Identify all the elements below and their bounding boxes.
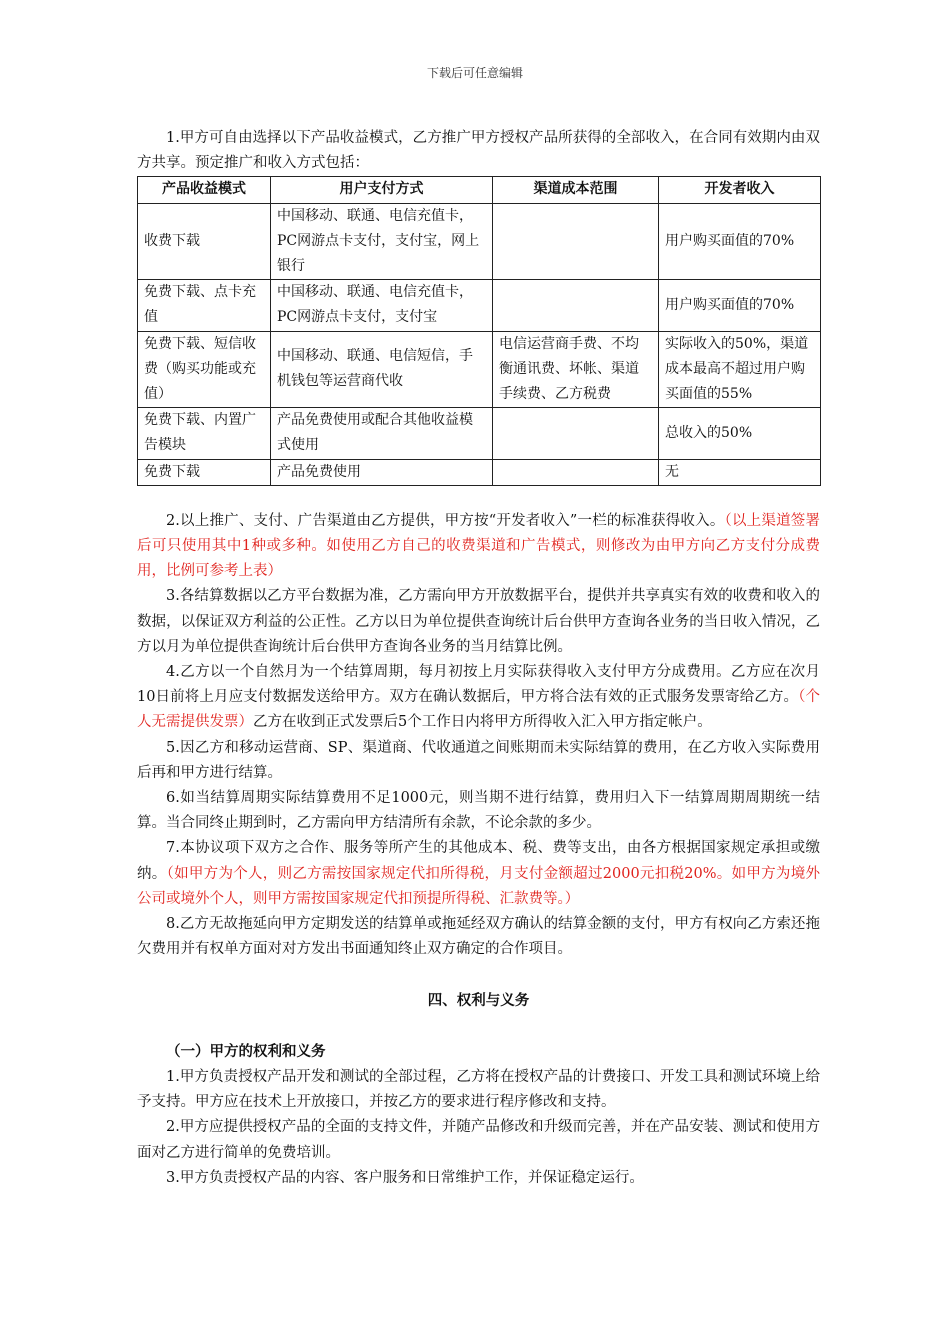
revenue-model-table [137,176,821,485]
table-cell: 用户购买面值的70% [659,280,821,331]
table-cell: 电信运营商手费、不均衡通讯费、坏帐、渠道手续费、乙方税费 [493,331,659,408]
table-cell [493,459,659,485]
table-cell [493,280,659,331]
paragraph-8: 8.乙方无故拖延向甲方定期发送的结算单或拖延经双方确认的结算金额的支付，甲方有权向乙方索还拖欠费用并有权单方面对对方发出书面通知终止双方确定的合作项目。 [137,916,820,958]
table-row [138,331,821,408]
paragraph-4-note: （个人无需提供发票） [137,689,820,731]
table-cell: 中国移动、联通、电信充值卡，PC网游点卡支付，支付宝 [271,280,493,331]
table-row [138,408,821,459]
table-row [138,459,821,485]
intro-paragraph: 1.甲方可自由选择以下产品收益模式，乙方推广甲方授权产品所获得的全部收入，在合同有效期内由双方共享。预定推广和收入方式包括： [137,130,820,172]
table-cell: 总收入的50% [659,408,821,459]
paragraph-2-note: （以上渠道签署后可只使用其中1种或多种。如使用乙方自己的收费渠道和广告模式，则修改为由甲方向乙方支付分成费用，比例可参考上表） [137,512,820,580]
table-cell: 中国移动、联通、电信短信，手机钱包等运营商代收 [271,331,493,408]
section-4-title: 四、权利与义务 [427,992,530,1009]
table-cell: 免费下载 [138,459,271,485]
table-cell [493,408,659,459]
table-cell: 免费下载、短信收费（购买功能或充值） [138,331,271,408]
table-cell: 免费下载、内置广告模块 [138,408,271,459]
paragraph-7 [137,836,820,912]
table-cell: 用户购买面值的70% [659,203,821,280]
table-cell: 产品免费使用 [271,459,493,485]
table-cell: 无 [659,459,821,485]
subsection-1-title: （一）甲方的权利和义务 [166,1043,326,1060]
paragraph-5: 5.因乙方和移动运营商、SP、渠道商、代收通道之间账期而未实际结算的费用，在乙方收入实际费用后再和甲方进行结算。 [137,739,820,781]
table-cell: 收费下载 [138,203,271,280]
table-cell: 实际收入的50%，渠道成本最高不超过用户购买面值的55% [659,331,821,408]
table-row [138,280,821,331]
subsection-1-item-3: 3.甲方负责授权产品的内容、客户服务和日常维护工作，并保证稳定运行。 [166,1169,644,1186]
paragraph-4 [137,660,820,736]
table-header-cell: 开发者收入 [659,177,821,203]
paragraph-7-text: 7.本协议项下双方之合作、服务等所产生的其他成本、税、费等支出，由各方根据国家规定承担或缴纳。 [137,840,820,882]
paragraph-4-text-b: 乙方在收到正式发票后5个工作日内将甲方所得收入汇入甲方指定帐户。 [253,714,712,731]
paragraph-4-text-a: 4.乙方以一个自然月为一个结算周期，每月初按上月实际获得收入支付甲方分成费用。乙方应在次月10日前将上月应支付数据发送给甲方。双方在确认数据后，甲方将合法有效的正式服务发票寄给乙方。 [137,664,820,706]
table-cell [493,203,659,280]
subsection-1-item-1: 1.甲方负责授权产品开发和测试的全部过程，乙方将在授权产品的计费接口、开发工具和测试环境上给予支持。甲方应在技术上开放接口，并按乙方的要求进行程序修改和支持。 [137,1068,820,1111]
table-cell: 免费下载、点卡充值 [138,280,271,331]
table-cell: 产品免费使用或配合其他收益模式使用 [271,408,493,459]
paragraph-6: 6.如当结算周期实际结算费用不足1000元，则当期不进行结算，费用归入下一结算周期周期统一结算。当合同终止期到时，乙方需向甲方结清所有余款，不论余款的多少。 [137,790,820,832]
paragraph-7-note: （如甲方为个人，则乙方需按国家规定代扣所得税，月支付金额超过2000元扣税20%。如甲方为境外公司或境外个人，则甲方需按国家规定代扣预提所得税、汇款费等。） [137,865,821,907]
table-header-cell: 渠道成本范围 [493,177,659,203]
table-header-cell: 产品收益模式 [138,177,271,203]
table-cell: 中国移动、联通、电信充值卡，PC网游点卡支付，支付宝，网上银行 [271,203,493,280]
paragraph-2-text: 2.以上推广、支付、广告渠道由乙方提供，甲方按“开发者收入”一栏的标准获得收入。 [166,512,725,529]
page-header: 下载后可任意编辑 [426,66,523,80]
table-header-row [138,177,821,203]
table-header-cell: 用户支付方式 [271,177,493,203]
table-row [138,203,821,280]
subsection-1-item-2: 2.甲方应提供授权产品的全面的支持文件，并随产品修改和升级而完善，并在产品安装、测试和使用方面对乙方进行简单的免费培训。 [137,1119,820,1161]
paragraph-2 [137,509,820,585]
document-body [137,126,820,1191]
paragraph-3: 3.各结算数据以乙方平台数据为准，乙方需向甲方开放数据平台，提供并共享真实有效的收费和收入的数据，以保证双方利益的公正性。乙方以日为单位提供查询统计后台供甲方查询各业务的当日收入情况，乙方以月为单位提供查询统计后台供甲方查询各业务的当月结算比例。 [137,588,820,655]
